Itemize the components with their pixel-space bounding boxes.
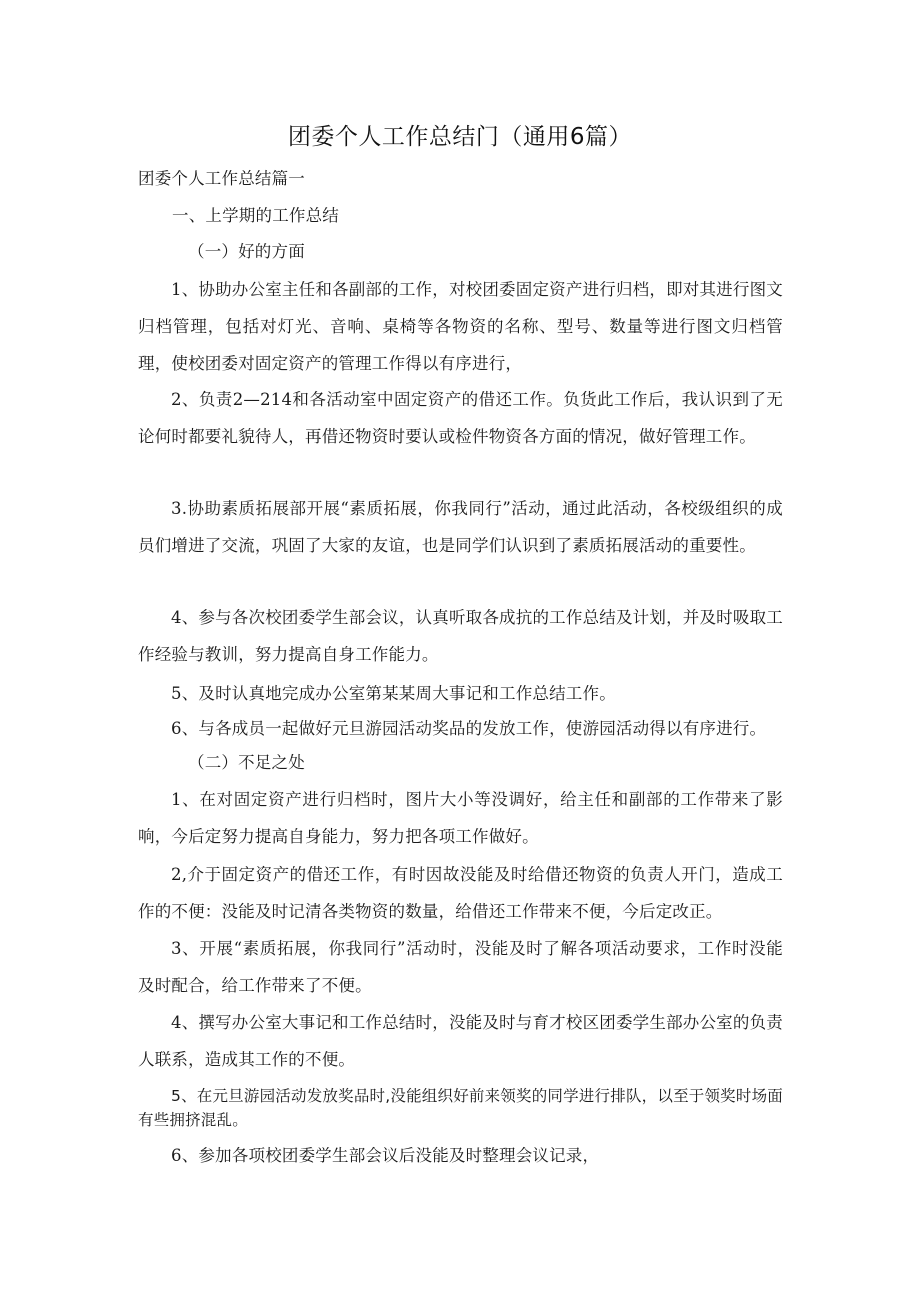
good-item-3: 3.协助素质拓展部开展“素质拓展，你我同行”活动，通过此活动，各校级组织的成员们增进了交流，巩固了大家的友谊，也是同学们认识到了素质拓展活动的重要性。 <box>138 499 783 555</box>
good-item-4: 4、参与各次校团委学生部会议，认真听取各成抗的工作总结及计划，并及时吸取工作经验与教训，努力提高自身工作能力。 <box>138 608 783 664</box>
good-item-5: 5、及时认真地完成办公室第某某周大事记和工作总结工作。 <box>171 684 616 703</box>
good-item-1: 1、协助办公室主任和各副部的工作，对校团委固定资产进行归档，即对其进行图文归档管理，包括对灯光、音响、桌椅等各物资的名称、型号、数量等进行图文归档管理，使校团委对固定资产的管理工作得以有序进行， <box>138 280 783 373</box>
bad-item-5: 5、在元旦游园活动发放奖品时,没能组织好前来领奖的同学进行排队，以至于领奖时场面有些拥挤混乱。 <box>138 1087 783 1129</box>
part-one-heading: 一、上学期的工作总结 <box>172 206 339 225</box>
bad-item-6: 6、参加各项校团委学生部会议后没能及时整理会议记录， <box>171 1146 600 1165</box>
document-title: 团委个人工作总结门（通用6篇） <box>287 124 633 150</box>
section-heading: 团委个人工作总结篇一 <box>138 169 305 188</box>
bad-item-3: 3、开展“素质拓展，你我同行”活动时，没能及时了解各项活动要求，工作时没能及时配合，给工作带来了不便。 <box>138 939 783 995</box>
good-item-2: 2、负责2—214和各活动室中固定资产的借还工作。负货此工作后，我认识到了无论何时都要礼貌待人，再借还物资时要认或检件物资各方面的情况，做好管理工作。 <box>138 390 783 446</box>
good-item-6: 6、与各成员一起做好元旦游园活动奖品的发放工作，使游园活动得以有序进行。 <box>171 719 767 738</box>
sub-two-heading: （二）不足之处 <box>188 753 305 772</box>
sub-one-heading: （一）好的方面 <box>188 242 305 261</box>
bad-item-1: 1、在对固定资产进行归档时，图片大小等没调好，给主任和副部的工作带来了影响，今后定努力提高自身能力，努力把各项工作做好。 <box>138 790 783 846</box>
bad-item-4: 4、撰写办公室大事记和工作总结时，没能及时与育才校区团委学生部办公室的负责人联系，造成其工作的不便。 <box>138 1013 783 1069</box>
bad-item-2: 2,介于固定资产的借还工作，有时因故没能及时给借还物资的负责人开门，造成工作的不便：没能及时记清各类物资的数量，给借还工作带来不便，今后定改正。 <box>138 865 783 921</box>
